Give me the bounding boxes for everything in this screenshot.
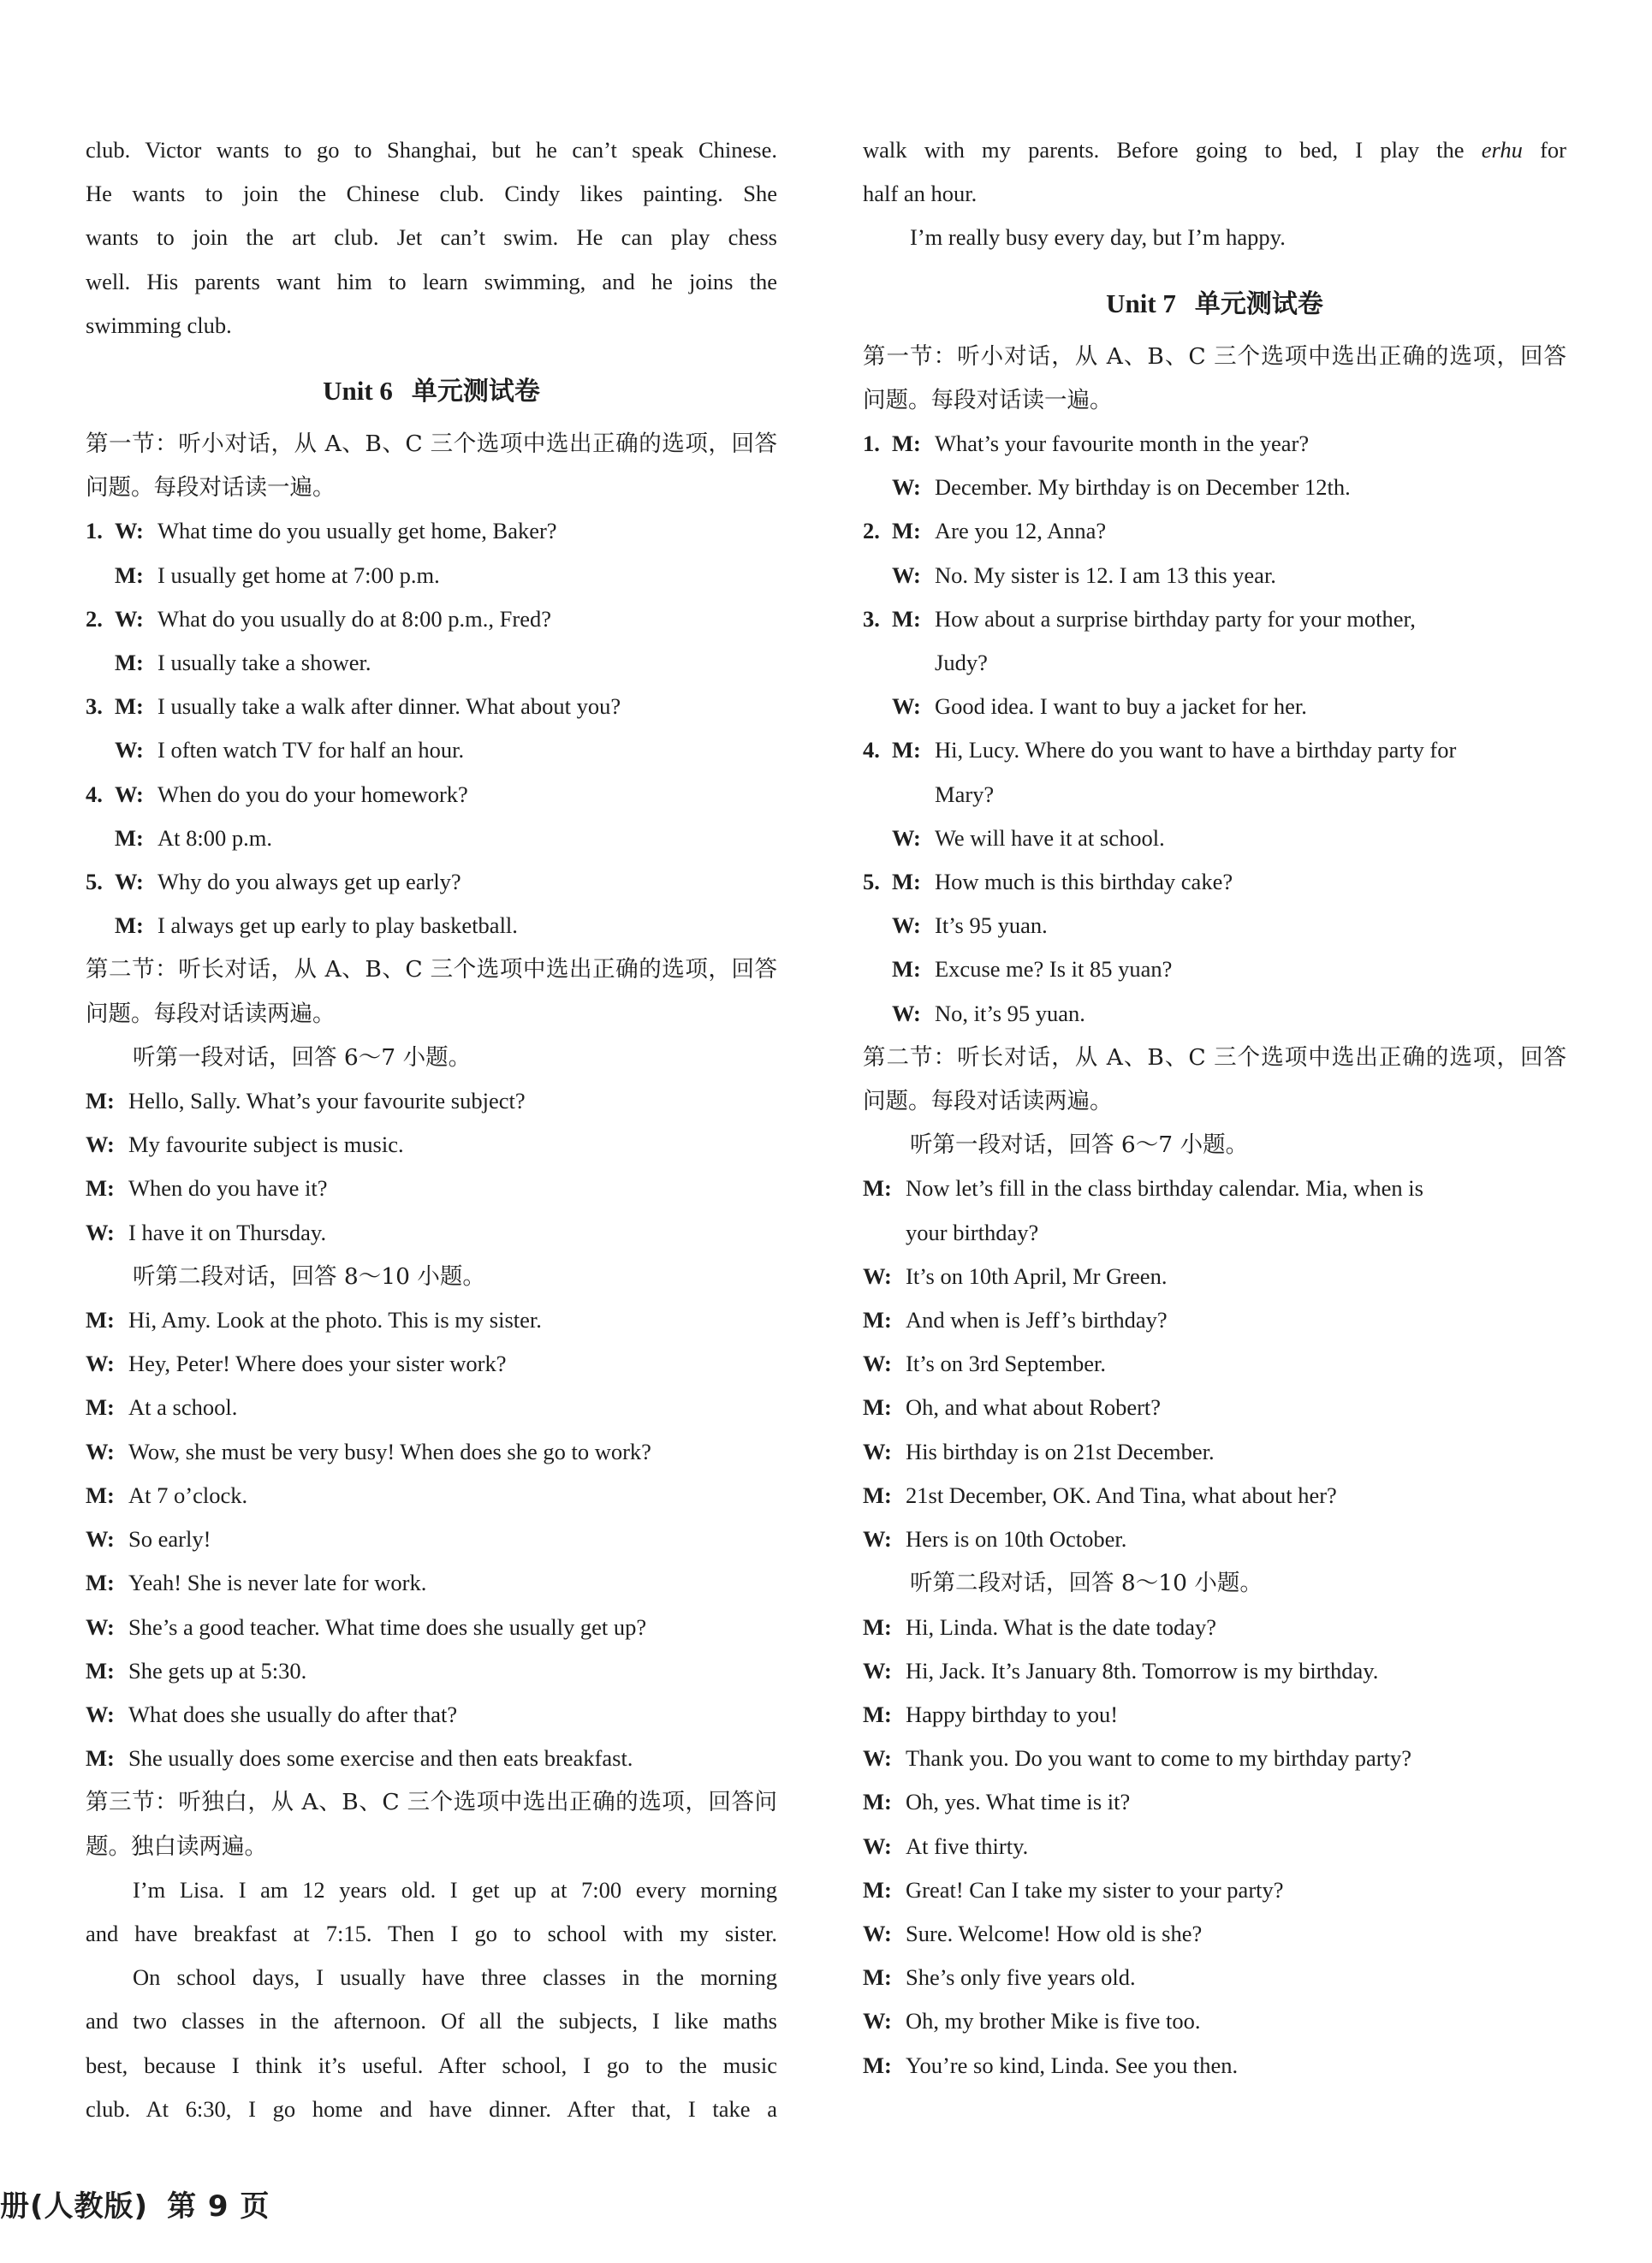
question-4-answer: W: We will have it at school. (892, 824, 1165, 851)
dialogue-line: W: At five thirty. (863, 1832, 1029, 1859)
monologue-line: half an hour. (863, 181, 978, 207)
dialogue-line: M: Hello, Sally. What’s your favourite subject? (86, 1088, 526, 1114)
question-5: 5. M: How much is this birthday cake? (863, 869, 1233, 895)
dialogue-line: W: It’s on 10th April, Mr Green. (863, 1262, 1168, 1289)
dialogue-line: W: Hey, Peter! Where does your sister work? (86, 1351, 507, 1377)
question-1-answer: W: December. My birthday is on December 12th. (892, 474, 1351, 501)
dialogue-2-heading: 听第二段对话，回答 8～10 小题。 (133, 1262, 485, 1290)
section-3-instruction: 第三节：听独白，从 A、B、C 三个选项中选出正确的选项，回答问 (86, 1789, 777, 1816)
dialogue-line: W: What does she usually do after that? (86, 1701, 458, 1727)
dialogue-line: M: She usually does some exercise and then eats breakfast. (86, 1745, 633, 1772)
section-1-instruction: 第一节：听小对话，从 A、B、C 三个选项中选出正确的选项，回答 (863, 342, 1566, 370)
dialogue-line: M: And when is Jeff’s birthday? (863, 1307, 1168, 1333)
intro-line: He wants to join the Chinese club. Cindy likes painting. She (86, 181, 777, 207)
unit-7-title: Unit 7 单元测试卷 (1106, 288, 1323, 319)
dialogue-line: M: When do you have it? (86, 1175, 328, 1202)
dialogue-line: W: Sure. Welcome! How old is she? (863, 1920, 1203, 1946)
dialogue-line-continued: your birthday? (906, 1219, 1039, 1245)
question-4-answer: M: At 8:00 p.m. (115, 824, 272, 851)
dialogue-line: W: His birthday is on 21st December. (863, 1438, 1215, 1464)
dialogue-line: M: Hi, Amy. Look at the photo. This is my sister. (86, 1307, 542, 1333)
question-2: 2. W: What do you usually do at 8:00 p.m., Fred? (86, 605, 551, 632)
intro-line: club. Victor wants to go to Shanghai, but he can’t speak Chinese. (86, 137, 777, 163)
question-4: 4. M: Hi, Lucy. Where do you want to have a birthday party for (863, 737, 1457, 763)
dialogue-line: M: Oh, yes. What time is it? (863, 1789, 1131, 1815)
monologue-line: walk with my parents. Before going to bed, I play the erhu for (863, 137, 1567, 163)
section-1-instruction: 问题。每段对话读一遍。 (86, 474, 336, 502)
dialogue-line: W: Hers is on 10th October. (863, 1526, 1127, 1553)
dialogue-line: M: Happy birthday to you! (863, 1701, 1119, 1727)
dialogue-line: W: She’s a good teacher. What time does she usually get up? (86, 1613, 647, 1640)
right-column (863, 128, 1566, 2088)
dialogue-line: M: She gets up at 5:30. (86, 1657, 307, 1684)
dialogue-line: M: She’s only five years old. (863, 1964, 1136, 1991)
monologue-line: and have breakfast at 7:15. Then I go to school with my sister. (86, 1920, 777, 1946)
dialogue-1-heading: 听第一段对话，回答 6～7 小题。 (133, 1043, 472, 1071)
dialogue-line: W: Wow, she must be very busy! When does she go to work? (86, 1438, 651, 1464)
question-1: 1. W: What time do you usually get home, Baker? (86, 518, 557, 544)
dialogue-line: M: You’re so kind, Linda. See you then. (863, 2052, 1239, 2078)
dialogue-line: W: My favourite subject is music. (86, 1132, 404, 1158)
dialogue-line: W: Oh, my brother Mike is five too. (863, 2008, 1201, 2034)
section-2-instruction: 第二节：听长对话，从 A、B、C 三个选项中选出正确的选项，回答 (863, 1043, 1566, 1071)
section-2-instruction: 第二节：听长对话，从 A、B、C 三个选项中选出正确的选项，回答 (86, 956, 777, 983)
question-2: 2. M: Are you 12, Anna? (863, 518, 1107, 544)
question-5-answer: M: I always get up early to play basketball. (115, 912, 518, 939)
question-4-continued: Mary? (935, 781, 995, 807)
intro-line: well. His parents want him to learn swimming, and he joins the (86, 268, 777, 294)
question-3: 3. M: How about a surprise birthday party for your mother, (863, 605, 1416, 632)
unit-6-title: Unit 6 单元测试卷 (323, 376, 540, 407)
section-2-instruction: 问题。每段对话读两遍。 (863, 1088, 1113, 1115)
dialogue-line: M: At 7 o’clock. (86, 1482, 248, 1508)
dialogue-line: M: Yeah! She is never late for work. (86, 1570, 427, 1596)
dialogue-line: M: Oh, and what about Robert? (863, 1394, 1162, 1421)
page-footer (0, 2183, 270, 2224)
dialogue-2-heading: 听第二段对话，回答 8～10 小题。 (910, 1570, 1263, 1597)
monologue-line: best, because I think it’s useful. After school, I go to the music (86, 2052, 777, 2078)
question-1-answer: M: I usually get home at 7:00 p.m. (115, 561, 440, 588)
dialogue-line: W: Hi, Jack. It’s January 8th. Tomorrow is my birthday. (863, 1657, 1379, 1684)
dialogue-line: W: I have it on Thursday. (86, 1219, 327, 1245)
question-5-answer: M: Excuse me? Is it 85 yuan? (892, 956, 1173, 983)
intro-line: wants to join the art club. Jet can’t swim. He can play chess (86, 224, 777, 251)
intro-line: swimming club. (86, 312, 232, 338)
dialogue-line: M: 21st December, OK. And Tina, what about her? (863, 1482, 1337, 1508)
monologue-line: club. At 6:30, I go home and have dinner. After that, I take a (86, 2095, 777, 2122)
dialogue-line: W: It’s on 3rd September. (863, 1351, 1107, 1377)
dialogue-line: W: Thank you. Do you want to come to my birthday party? (863, 1745, 1411, 1772)
dialogue-line: M: Now let’s fill in the class birthday calendar. Mia, when is (863, 1175, 1423, 1202)
section-3-instruction: 题。独白读两遍。 (86, 1832, 267, 1860)
question-5-answer: W: It’s 95 yuan. (892, 912, 1048, 939)
question-2-answer: W: No. My sister is 12. I am 13 this year. (892, 561, 1276, 588)
dialogue-line: W: So early! (86, 1526, 211, 1553)
question-3-answer: W: Good idea. I want to buy a jacket for her. (892, 693, 1307, 720)
monologue-line: I’m really busy every day, but I’m happy. (910, 224, 1286, 251)
question-3: 3. M: I usually take a walk after dinner. What about you? (86, 693, 621, 720)
edition-label: 册(人教版) (0, 2189, 149, 2224)
page-number: 第 9 页 (167, 2189, 270, 2224)
question-4: 4. W: When do you do your homework? (86, 781, 468, 807)
section-2-instruction: 问题。每段对话读两遍。 (86, 1000, 336, 1027)
dialogue-line: M: Hi, Linda. What is the date today? (863, 1613, 1217, 1640)
left-column (86, 128, 777, 2131)
question-3-continued: Judy? (935, 650, 988, 676)
dialogue-line: M: At a school. (86, 1394, 238, 1421)
section-1-instruction: 问题。每段对话读一遍。 (863, 386, 1113, 413)
question-5-answer: W: No, it’s 95 yuan. (892, 1000, 1085, 1026)
monologue-line: I’m Lisa. I am 12 years old. I get up at 7:00 every morning (133, 1876, 777, 1903)
question-2-answer: M: I usually take a shower. (115, 650, 371, 676)
dialogue-line: M: Great! Can I take my sister to your party? (863, 1876, 1284, 1903)
question-5: 5. W: Why do you always get up early? (86, 869, 461, 895)
section-1-instruction: 第一节：听小对话，从 A、B、C 三个选项中选出正确的选项，回答 (86, 431, 777, 458)
dialogue-1-heading: 听第一段对话，回答 6～7 小题。 (910, 1132, 1249, 1159)
monologue-line: On school days, I usually have three classes in the morning (133, 1964, 777, 1991)
monologue-line: and two classes in the afternoon. Of all the subjects, I like maths (86, 2008, 777, 2034)
question-3-answer: W: I often watch TV for half an hour. (115, 737, 465, 763)
question-1: 1. M: What’s your favourite month in the year? (863, 431, 1310, 457)
